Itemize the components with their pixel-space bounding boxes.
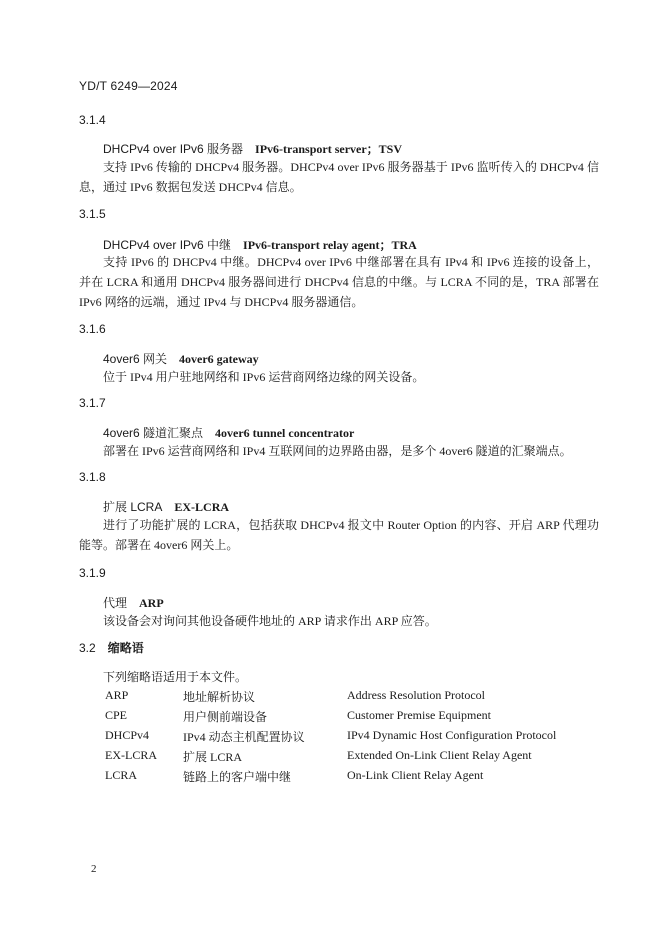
term-heading — [103, 350, 259, 367]
section-number: 3.2 — [79, 641, 96, 655]
section-intro: 下列缩略语适用于本文件。 — [103, 670, 248, 684]
term-chinese: 4over6 隧道汇聚点 — [103, 426, 204, 440]
section-title: 缩略语 — [107, 641, 144, 655]
abbreviation: DHCPv4 — [105, 728, 150, 742]
abbreviation: LCRA — [105, 768, 138, 782]
term-heading — [103, 498, 229, 515]
term-chinese: DHCPv4 over IPv6 中继 — [103, 238, 232, 252]
term-english: 4over6 tunnel concentrator — [215, 426, 355, 440]
abbreviation-english: On-Link Client Relay Agent — [347, 768, 484, 782]
abbreviation-english: Extended On-Link Client Relay Agent — [347, 748, 532, 762]
term-definition: 支持 IPv6 的 DHCPv4 中继。DHCPv4 over IPv6 中继部署在具有 IPv4 和 IPv6 连接的设备上，并在 LCRA 和通用 DHCPv4 服务器间进行 DHCPv4 信息的中继。与 LCRA 不同的是，TRA 部署在 IPv6 网络的远端，通过 IPv4 与 DHCPv4 服务器通信。 — [79, 255, 599, 309]
term-definition: 部署在 IPv6 运营商网络和 IPv4 互联网间的边界路由器，是多个 4over6 隧道的汇聚端点。 — [103, 444, 572, 458]
abbreviation-english: Address Resolution Protocol — [347, 688, 485, 702]
term-chinese: DHCPv4 over IPv6 服务器 — [103, 142, 244, 156]
abbreviation: ARP — [105, 688, 129, 702]
term-english: IPv6-transport server；TSV — [255, 142, 403, 156]
clause-number: 3.1.8 — [79, 470, 106, 484]
term-heading — [103, 236, 417, 253]
clause-number: 3.1.6 — [79, 322, 106, 336]
term-english: IPv6-transport relay agent；TRA — [243, 238, 417, 252]
term-chinese: 4over6 网关 — [103, 352, 168, 366]
term-heading — [103, 424, 354, 441]
abbreviation-chinese: 用户侧前端设备 — [183, 710, 268, 724]
clause-number: 3.1.4 — [79, 113, 106, 127]
page-number: 2 — [91, 863, 97, 875]
clause-number: 3.1.5 — [79, 207, 106, 221]
term-definition: 进行了功能扩展的 LCRA，包括获取 DHCPv4 报文中 Router Option 的内容、开启 ARP 代理功能等。部署在 4over6 网关上。 — [79, 518, 599, 552]
term-english: 4over6 gateway — [179, 352, 259, 366]
term-chinese: 扩展 LCRA — [103, 500, 163, 514]
standard-number-header: YD/T 6249—2024 — [79, 79, 178, 93]
term-definition: 支持 IPv6 传输的 DHCPv4 服务器。DHCPv4 over IPv6 服务器基于 IPv6 监听传入的 DHCPv4 信息，通过 IPv6 数据包发送 DHCPv4 信息。 — [79, 160, 599, 194]
abbreviation-chinese: 扩展 LCRA — [183, 750, 243, 764]
abbreviation: EX-LCRA — [105, 748, 157, 762]
term-definition: 该设备会对询问其他设备硬件地址的 ARP 请求作出 ARP 应答。 — [103, 614, 437, 628]
abbreviation: CPE — [105, 708, 128, 722]
term-heading — [103, 140, 402, 157]
abbreviation-english: IPv4 Dynamic Host Configuration Protocol — [347, 728, 557, 742]
section-heading — [79, 639, 144, 656]
term-heading — [103, 594, 164, 611]
term-english: ARP — [139, 596, 164, 610]
clause-number: 3.1.9 — [79, 566, 106, 580]
term-definition: 位于 IPv4 用户驻地网络和 IPv6 运营商网络边缘的网关设备。 — [103, 370, 425, 384]
abbreviation-english: Customer Premise Equipment — [347, 708, 491, 722]
clause-number: 3.1.7 — [79, 396, 106, 410]
abbreviation-chinese: 地址解析协议 — [183, 690, 256, 704]
term-english: EX-LCRA — [174, 500, 230, 514]
term-chinese: 代理 — [103, 596, 128, 610]
abbreviation-chinese: IPv4 动态主机配置协议 — [183, 730, 305, 744]
abbreviation-chinese: 链路上的客户端中继 — [183, 770, 292, 784]
